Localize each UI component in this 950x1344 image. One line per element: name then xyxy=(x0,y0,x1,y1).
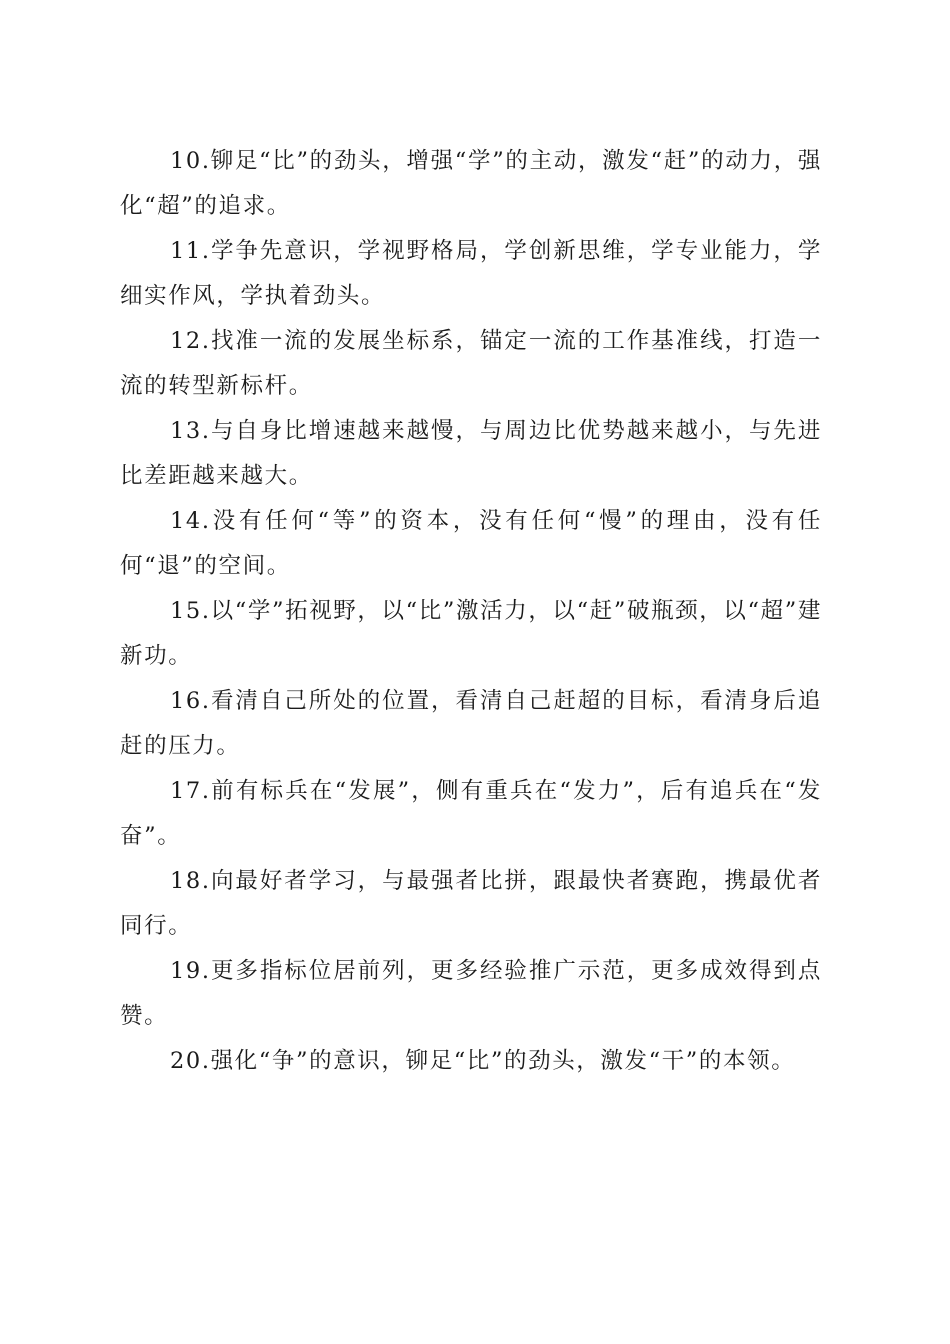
paragraph-16: 16.看清自己所处的位置，看清自己赶超的目标，看清身后追赶的压力。 xyxy=(120,688,822,759)
paragraph-20: 20.强化“争”的意识，铆足“比”的劲头，激发“干”的本领。 xyxy=(170,1048,796,1074)
document-body xyxy=(120,139,822,1129)
paragraph-10: 10.铆足“比”的劲头，增强“学”的主动，激发“赶”的动力，强化“超”的追求。 xyxy=(120,148,822,219)
paragraph-18: 18.向最好者学习，与最强者比拼，跟最快者赛跑，携最优者同行。 xyxy=(120,868,822,939)
paragraph-15: 15.以“学”拓视野，以“比”激活力，以“赶”破瓶颈，以“超”建新功。 xyxy=(120,598,822,669)
paragraph-14: 14.没有任何“等”的资本，没有任何“慢”的理由，没有任何“退”的空间。 xyxy=(120,508,822,579)
paragraph-17: 17.前有标兵在“发展”，侧有重兵在“发力”，后有追兵在“发奋”。 xyxy=(120,778,822,849)
paragraph-13: 13.与自身比增速越来越慢，与周边比优势越来越小，与先进比差距越来越大。 xyxy=(120,418,822,489)
paragraph-11: 11.学争先意识，学视野格局，学创新思维，学专业能力，学细实作风，学执着劲头。 xyxy=(120,238,822,309)
paragraph-19: 19.更多指标位居前列，更多经验推广示范，更多成效得到点赞。 xyxy=(120,958,822,1029)
paragraph-12: 12.找准一流的发展坐标系，锚定一流的工作基准线，打造一流的转型新标杆。 xyxy=(120,328,822,399)
